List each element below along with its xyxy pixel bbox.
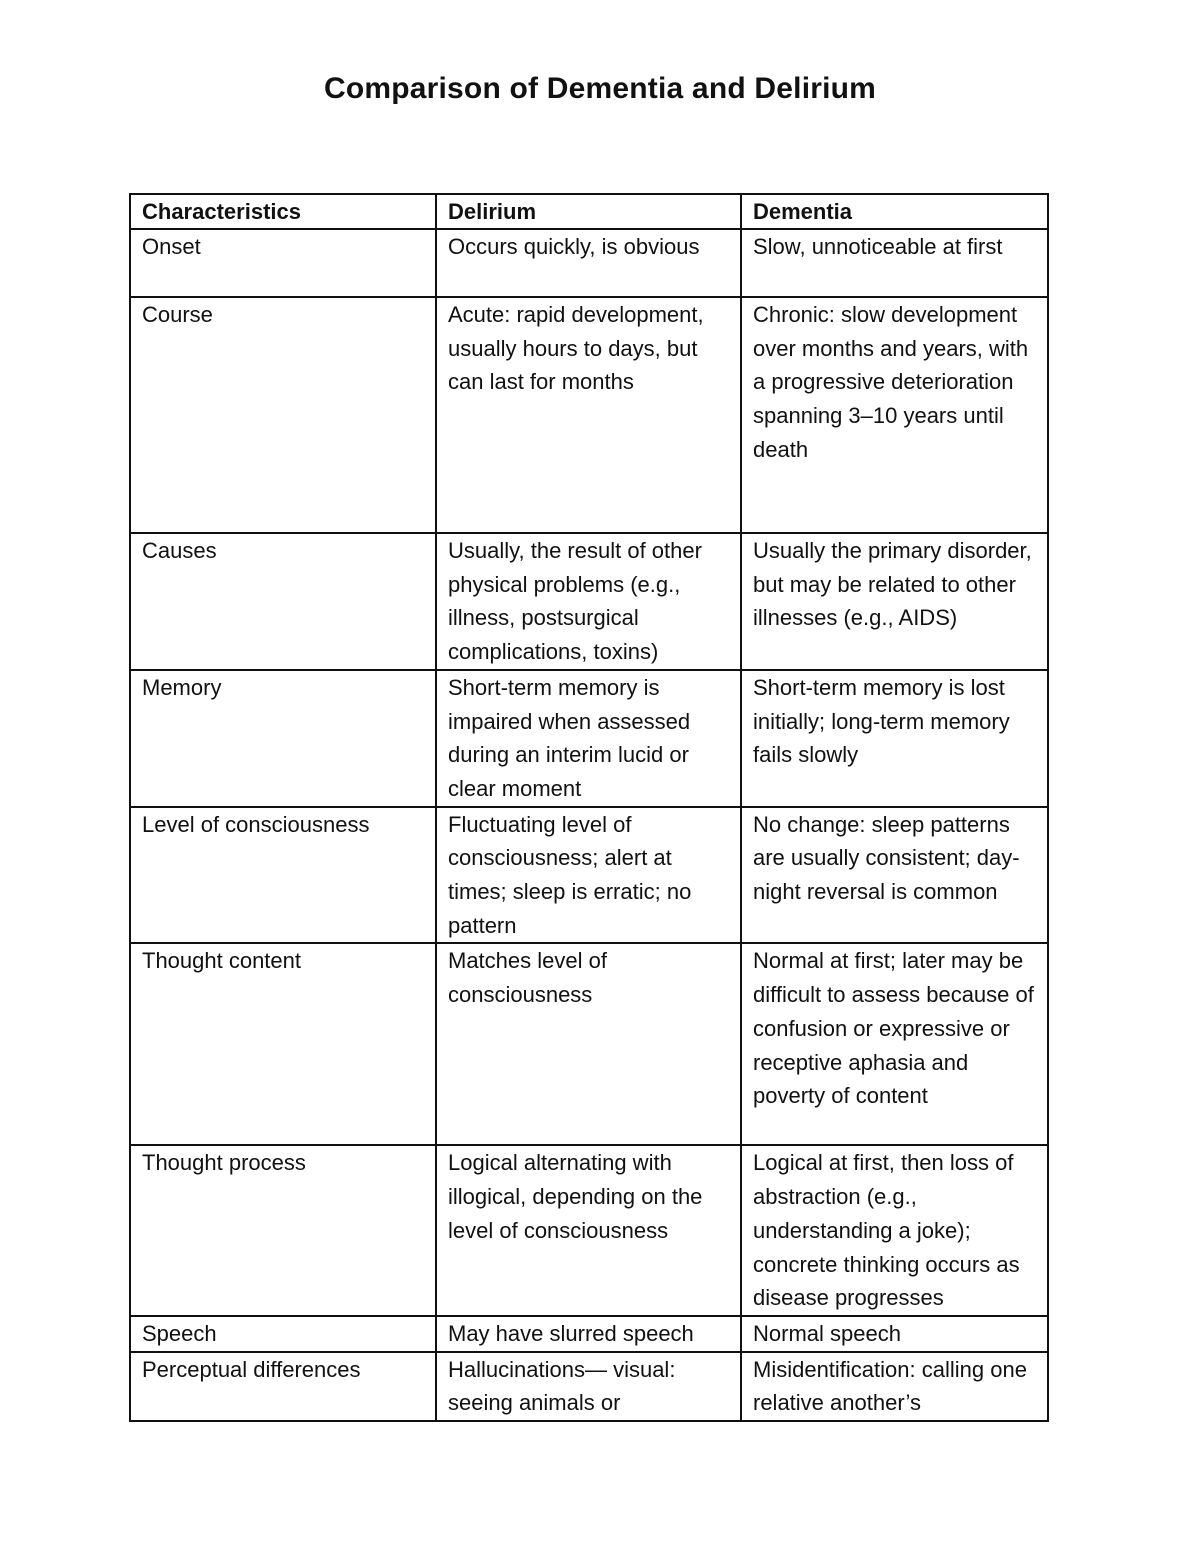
- table-row: [130, 1316, 1048, 1352]
- table-header-row: [130, 194, 1048, 229]
- delirium-cell: Matches level of consciousness: [436, 943, 741, 1145]
- delirium-cell: May have slurred speech: [436, 1316, 741, 1352]
- characteristic-cell: Level of consciousness: [130, 807, 436, 944]
- delirium-cell: Fluctuating level of consciousness; alert at times; sleep is erratic; no pattern: [436, 807, 741, 944]
- table-row: [130, 1145, 1048, 1316]
- delirium-cell: Acute: rapid development, usually hours to days, but can last for months: [436, 297, 741, 533]
- characteristic-cell: Onset: [130, 229, 436, 297]
- delirium-cell: Occurs quickly, is obvious: [436, 229, 741, 297]
- characteristic-cell: Thought process: [130, 1145, 436, 1316]
- header-dementia: Dementia: [741, 194, 1048, 229]
- dementia-cell: Logical at first, then loss of abstraction (e.g., understanding a joke); concrete thinking occurs as disease progresses: [741, 1145, 1048, 1316]
- page-title: Comparison of Dementia and Delirium: [323, 72, 877, 105]
- delirium-cell: Logical alternating with illogical, depending on the level of consciousness: [436, 1145, 741, 1316]
- header-characteristics: Characteristics: [130, 194, 436, 229]
- delirium-cell: Usually, the result of other physical problems (e.g., illness, postsurgical complications, toxins): [436, 533, 741, 670]
- table-row: [130, 533, 1048, 670]
- table-row: [130, 297, 1048, 533]
- table-row: [130, 229, 1048, 297]
- dementia-cell: Chronic: slow development over months and years, with a progressive deterioration spanning 3–10 years until death: [741, 297, 1048, 533]
- dementia-cell: No change: sleep patterns are usually consistent; day-night reversal is common: [741, 807, 1048, 944]
- header-delirium: Delirium: [436, 194, 741, 229]
- characteristic-cell: Perceptual differences: [130, 1352, 436, 1421]
- table-row: [130, 807, 1048, 944]
- dementia-cell: Slow, unnoticeable at first: [741, 229, 1048, 297]
- dementia-cell: Normal speech: [741, 1316, 1048, 1352]
- table-row: [130, 670, 1048, 807]
- characteristic-cell: Thought content: [130, 943, 436, 1145]
- characteristic-cell: Course: [130, 297, 436, 533]
- dementia-cell: Short-term memory is lost initially; long-term memory fails slowly: [741, 670, 1048, 807]
- dementia-cell: Usually the primary disorder, but may be related to other illnesses (e.g., AIDS): [741, 533, 1048, 670]
- characteristic-cell: Causes: [130, 533, 436, 670]
- characteristic-cell: Memory: [130, 670, 436, 807]
- table-row: [130, 1352, 1048, 1421]
- delirium-cell: Hallucinations— visual: seeing animals or: [436, 1352, 741, 1421]
- table-row: [130, 943, 1048, 1145]
- delirium-cell: Short-term memory is impaired when assessed during an interim lucid or clear moment: [436, 670, 741, 807]
- dementia-cell: Misidentification: calling one relative another’s: [741, 1352, 1048, 1421]
- dementia-cell: Normal at first; later may be difficult to assess because of confusion or expressive or receptive aphasia and poverty of content: [741, 943, 1048, 1145]
- comparison-table: [129, 193, 1049, 1422]
- characteristic-cell: Speech: [130, 1316, 436, 1352]
